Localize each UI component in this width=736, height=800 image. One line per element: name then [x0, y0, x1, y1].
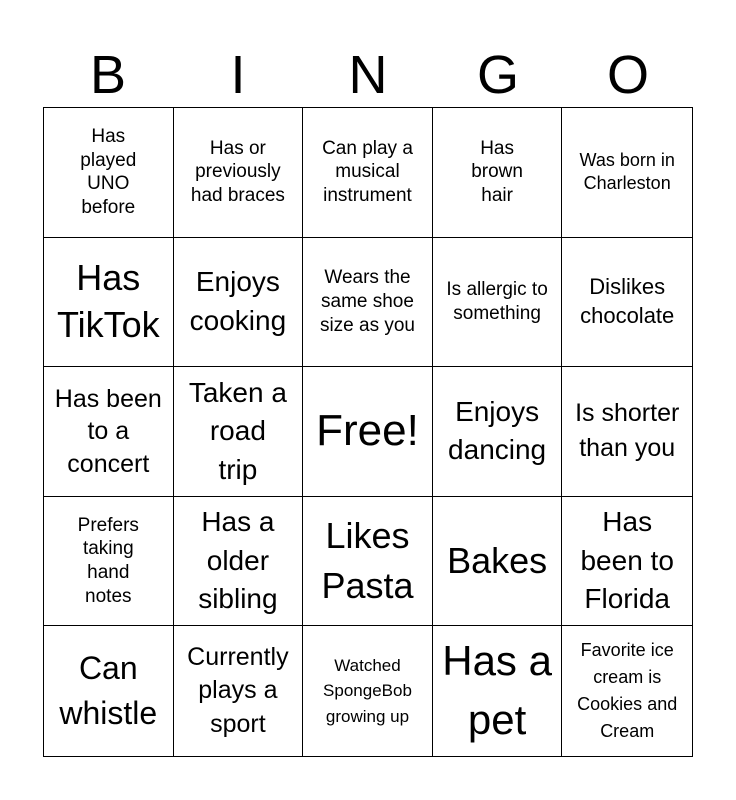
bingo-cell[interactable] [44, 108, 174, 238]
cell-text: Bakes [447, 539, 548, 581]
cell-text: Currently plays a sport [187, 642, 289, 739]
header-letter-b: B [89, 45, 127, 105]
bingo-cell[interactable] [44, 626, 174, 756]
bingo-cell[interactable] [433, 367, 563, 497]
bingo-cell[interactable] [303, 367, 433, 497]
bingo-cell[interactable] [562, 238, 692, 368]
bingo-cell[interactable] [174, 626, 304, 756]
bingo-cell[interactable] [433, 238, 563, 368]
header-letter-o: O [606, 45, 649, 105]
header-letter-g: G [476, 45, 519, 105]
bingo-cell[interactable] [562, 626, 692, 756]
bingo-cell[interactable] [303, 497, 433, 627]
cell-text: Can play a musical instrument [322, 137, 413, 207]
cell-text: Has brown hair [471, 137, 523, 207]
bingo-cell[interactable] [433, 497, 563, 627]
bingo-cell[interactable] [174, 108, 304, 238]
cell-text: Has been to Florida [580, 506, 674, 615]
bingo-cell[interactable] [303, 108, 433, 238]
cell-text: Was born in Charleston [579, 150, 675, 194]
cell-text: Prefers taking hand notes [77, 514, 139, 607]
bingo-cell[interactable] [433, 626, 563, 756]
cell-text: Free! [316, 406, 419, 456]
header-letter-i: I [230, 45, 246, 105]
cell-text: Has a older sibling [198, 506, 278, 615]
bingo-cell[interactable] [562, 367, 692, 497]
header-letter-n: N [348, 45, 388, 105]
cell-text: Has played UNO before [80, 125, 137, 219]
cell-text: Is shorter than you [575, 399, 680, 463]
bingo-cell[interactable] [174, 497, 304, 627]
cell-text: Dislikes chocolate [580, 274, 675, 328]
bingo-cell[interactable] [562, 108, 692, 238]
bingo-cell[interactable] [303, 626, 433, 756]
cell-text: Has or previously had braces [190, 137, 285, 207]
cell-text: Enjoys dancing [448, 395, 547, 466]
cell-text: Likes Pasta [321, 514, 414, 607]
bingo-cell[interactable] [174, 367, 304, 497]
bingo-cell[interactable] [44, 238, 174, 368]
bingo-cell[interactable] [44, 367, 174, 497]
bingo-cell[interactable] [44, 497, 174, 627]
cell-text: Taken a road trip [188, 376, 287, 485]
cell-text: Watched SpongeBob growing up [323, 655, 412, 726]
cell-text: Has a pet [442, 637, 552, 744]
bingo-cell[interactable] [433, 108, 563, 238]
cell-text: Enjoys cooking [189, 266, 287, 336]
cell-text: Has TikTok [56, 257, 160, 345]
bingo-cell[interactable] [562, 497, 692, 627]
cell-text: Favorite ice cream is Cookies and Cream [577, 640, 678, 742]
bingo-cell[interactable] [303, 238, 433, 368]
bingo-header [43, 44, 693, 106]
cell-text: Wears the same shoe size as you [319, 267, 415, 336]
cell-text: Can whistle [59, 650, 158, 732]
bingo-board [43, 107, 693, 757]
cell-text: Has been to a concert [54, 384, 162, 478]
cell-text: Is allergic to something [446, 279, 548, 324]
bingo-cell[interactable] [174, 238, 304, 368]
